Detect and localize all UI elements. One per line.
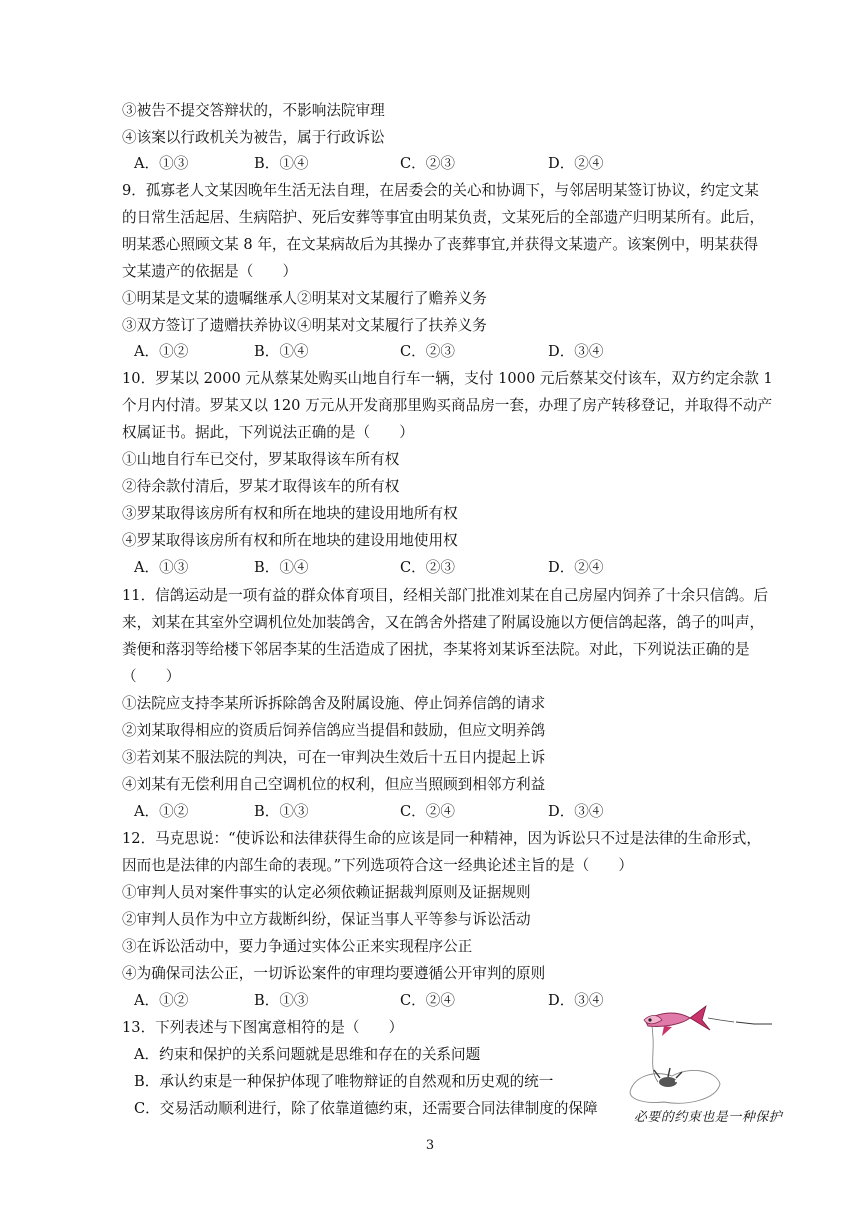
q9-stem-line-1: 9．孤寡老人文某因晚年生活无法自理，在居委会的关心和协调下，与邻居明某签订协议，约定文某	[122, 182, 759, 199]
q12-statement-2: ②审判人员作为中立方裁断纠纷，保证当事人平等参与诉讼活动	[122, 911, 531, 928]
q9-statements-1-2: ①明某是文某的遗嘱继承人②明某对文某履行了赡养义务	[122, 290, 487, 307]
q12-stem-line-1: 12．马克思说：“使诉讼和法律获得生命的应该是同一种精神，因为诉讼只不过是法律的生命形式，	[122, 830, 761, 847]
option-d: D．②④	[548, 559, 604, 576]
option-d: D．③④	[548, 992, 604, 1009]
option-c: C．②③	[400, 559, 455, 576]
option-d: D．②④	[548, 155, 604, 172]
q8-statement-4: ④该案以行政机关为被告，属于行政诉讼	[122, 129, 385, 146]
option-b: B．①④	[254, 559, 309, 576]
q11-statement-3: ③若刘某不服法院的判决，可在一审判决生效后十五日内提起上诉	[122, 749, 546, 766]
q13-option-b: B．承认约束是一种保护体现了唯物辩证的自然观和历史观的统一	[134, 1073, 554, 1090]
q10-stem-line-1: 10．罗某以 2000 元从蔡某处购买山地自行车一辆，支付 1000 元后蔡某交付该车，双方约定余款 1	[122, 370, 773, 387]
q11-statement-4: ④刘某有无偿利用自己空调机位的权利，但应当照顾到相邻方利益	[122, 776, 546, 793]
q10-statement-3: ③罗某取得该房所有权和所在地块的建设用地所有权	[122, 505, 458, 522]
q11-stem-line-2: 来，刘某在其室外空调机位处加装鸽舍，又在鸽舍外搭建了附属设施以方便信鸽起落，鸽子的叫声，	[122, 614, 765, 631]
q9-stem-line-4: 文某遗产的依据是（ ）	[122, 263, 298, 280]
q11-answer-blank: （ ）	[122, 668, 181, 685]
option-c: C．②③	[400, 155, 455, 172]
q13-stem: 13．下列表述与下图寓意相符的是（ ）	[122, 1019, 404, 1036]
q11-stem-line-1: 11．信鸽运动是一项有益的群众体育项目，经相关部门批准刘某在自己房屋内饲养了十余只信鸽。后	[122, 587, 769, 604]
q13-option-a: A．约束和保护的关系问题就是思维和存在的关系问题	[134, 1046, 481, 1063]
q12-statement-1: ①审判人员对案件事实的认定必须依赖证据裁判原则及证据规则	[122, 884, 531, 901]
q10-stem-line-3: 权属证书。据此，下列说法正确的是（ ）	[122, 424, 414, 441]
q8-statement-3: ③被告不提交答辩状的，不影响法院审理	[122, 102, 385, 119]
kite-string	[736, 1022, 772, 1024]
q10-stem-line-2: 个月内付清。罗某又以 120 万元从开发商那里购买商品房一套，办理了房产转移登记，并取得不动产	[122, 397, 773, 414]
q12-statement-3: ③在诉讼活动中，要力争通过实体公正来实现程序公正	[122, 938, 473, 955]
option-b: B．①④	[254, 343, 309, 360]
option-a: A．①③	[134, 559, 189, 576]
q13-option-c: C．交易活动顺利进行，除了依靠道德约束，还需要合同法律制度的保障	[134, 1100, 598, 1117]
option-a: A．①②	[134, 992, 189, 1009]
option-b: B．①④	[254, 155, 309, 172]
flying-pig	[654, 1068, 682, 1087]
option-c: C．②④	[400, 803, 455, 820]
q11-statement-1: ①法院应支持李某所诉拆除鸽舍及附属设施、停止饲养信鸽的请求	[122, 695, 546, 712]
red-fish-kite	[644, 1006, 734, 1036]
option-a: A．①②	[134, 803, 189, 820]
q10-statement-2: ②待余款付清后，罗某才取得该车的所有权	[122, 478, 400, 495]
option-b: B．①③	[254, 803, 309, 820]
q11-stem-line-3: 粪便和落羽等给楼下邻居李某的生活造成了困扰，李某将刘某诉至法院。对此，下列说法正确的是	[122, 641, 750, 658]
q9-stem-line-3: 明某悉心照顾文某 8 年，在文某病故后为其操办了丧葬事宜,并获得文某遗产。该案例中，明某获得	[122, 236, 759, 253]
q9-statements-3-4: ③双方签订了遗赠扶养协议④明某对文某履行了扶养义务	[122, 317, 487, 334]
option-a: A．①②	[134, 343, 189, 360]
q11-statement-2: ②刘某取得相应的资质后饲养信鸽应当提倡和鼓励，但应文明养鸽	[122, 722, 546, 739]
q9-stem-line-2: 的日常生活起居、生病陪护、死后安葬等事宜由明某负责，文某死后的全部遗产归明某所有。此后，	[122, 209, 765, 226]
cloud-shape	[630, 1070, 720, 1103]
q12-statement-4: ④为确保司法公正，一切诉讼案件的审理均要遵循公开审判的原则	[122, 965, 546, 982]
q12-stem-line-2: 因而也是法律的内部生命的表现。”下列选项符合这一经典论述主旨的是（ ）	[122, 857, 633, 874]
option-b: B．①③	[254, 992, 309, 1009]
option-a: A．①③	[134, 155, 189, 172]
q10-statement-1: ①山地自行车已交付，罗某取得该车所有权	[122, 451, 400, 468]
option-d: D．③④	[548, 803, 604, 820]
cartoon-caption: 必要的约束也是一种保护	[633, 1110, 783, 1125]
option-d: D．③④	[548, 343, 604, 360]
q10-statement-4: ④罗某取得该房所有权和所在地块的建设用地使用权	[122, 532, 458, 549]
option-c: C．②④	[400, 992, 455, 1009]
page-number: 3	[425, 1138, 435, 1153]
option-c: C．②③	[400, 343, 455, 360]
